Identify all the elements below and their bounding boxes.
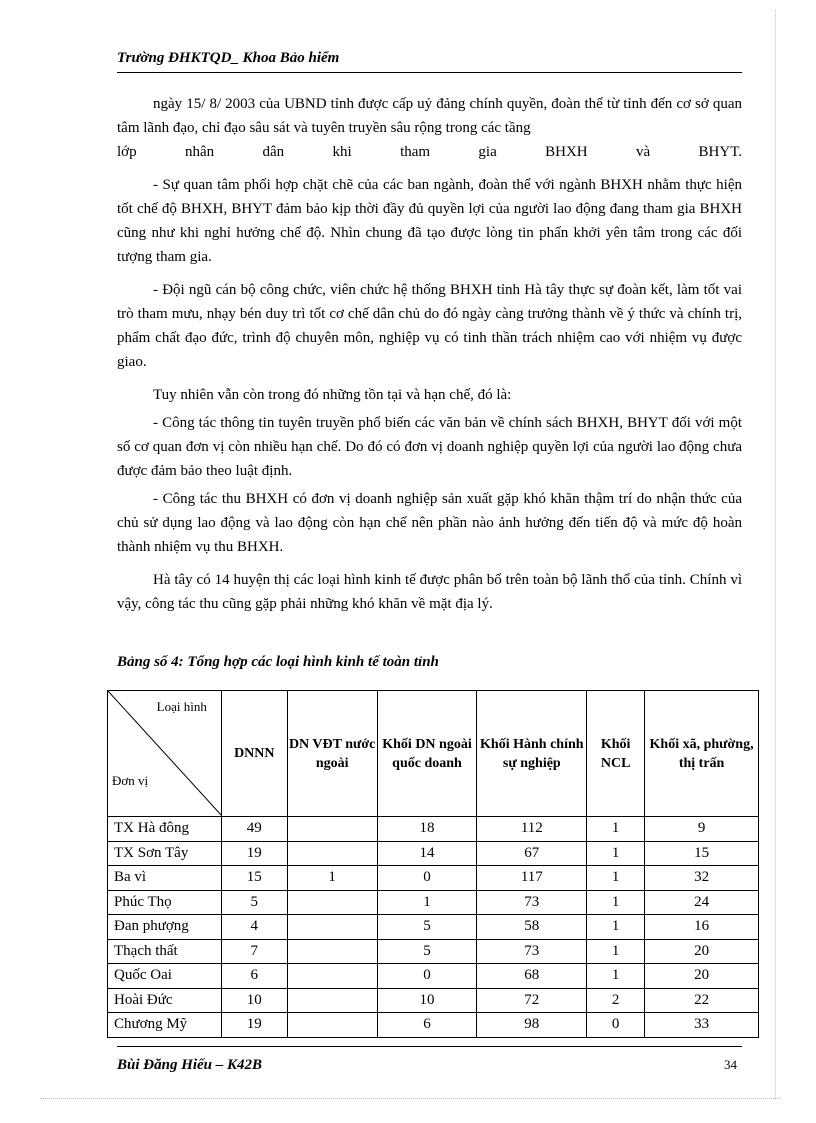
column-header: Khối NCL [587, 691, 645, 817]
table-cell: 1 [377, 890, 477, 915]
column-header: DN VĐT nước ngoài [287, 691, 377, 817]
table-cell: 22 [645, 988, 759, 1013]
table-cell: 6 [221, 964, 287, 989]
paragraph-1: ngày 15/ 8/ 2003 của UBND tỉnh được cấp uỷ đảng chính quyền, đoàn thể từ tỉnh đến cơ sở quan tâm lãnh đạo, chỉ đạo sâu sát và tuyên truyền sâu rộng trong các tầng [117, 96, 742, 136]
row-unit-name: Quốc Oai [108, 964, 222, 989]
table-cell: 67 [477, 841, 587, 866]
table-cell: 10 [221, 988, 287, 1013]
table-row [108, 964, 759, 989]
table-cell: 1 [587, 964, 645, 989]
table-cell: 32 [645, 866, 759, 891]
table-row [108, 988, 759, 1013]
page-edge-right [775, 10, 776, 1100]
table-row [108, 915, 759, 940]
table-cell: 14 [377, 841, 477, 866]
row-unit-name: TX Hà đông [108, 817, 222, 842]
table-cell: 1 [287, 866, 377, 891]
table-cell [287, 939, 377, 964]
table-cell: 112 [477, 817, 587, 842]
table-cell: 24 [645, 890, 759, 915]
row-unit-name: Hoài Đức [108, 988, 222, 1013]
table-cell: 15 [645, 841, 759, 866]
table-cell: 20 [645, 964, 759, 989]
table-cell: 1 [587, 939, 645, 964]
column-header: Khối DN ngoài quốc doanh [377, 691, 477, 817]
corner-label-unit: Đơn vị [112, 773, 149, 788]
page-number: 34 [724, 1057, 737, 1072]
table-corner-cell [108, 691, 222, 817]
table-cell: 49 [221, 817, 287, 842]
table-cell: 33 [645, 1013, 759, 1038]
table-cell: 19 [221, 841, 287, 866]
table-row [108, 890, 759, 915]
table-cell: 5 [377, 915, 477, 940]
body-text [117, 92, 742, 625]
table-cell [287, 964, 377, 989]
table-cell: 16 [645, 915, 759, 940]
row-unit-name: Đan phượng [108, 915, 222, 940]
table-cell: 7 [221, 939, 287, 964]
table-cell: 1 [587, 817, 645, 842]
table-cell: 0 [377, 866, 477, 891]
table-cell: 18 [377, 817, 477, 842]
table-cell: 5 [377, 939, 477, 964]
column-header: Khối xã, phường, thị trấn [645, 691, 759, 817]
table-cell: 117 [477, 866, 587, 891]
table-cell: 98 [477, 1013, 587, 1038]
table-cell: 4 [221, 915, 287, 940]
paragraph-7: Hà tây có 14 huyện thị các loại hình kinh tế được phân bổ trên toàn bộ lãnh thổ của tỉnh. Chính vì vậy, công tác thu cũng gặp phải những khó khăn về mặt địa lý. [117, 572, 742, 612]
economic-types-table [107, 690, 759, 1038]
table-cell: 0 [587, 1013, 645, 1038]
table-row [108, 1013, 759, 1038]
table-cell: 5 [221, 890, 287, 915]
table-cell: 72 [477, 988, 587, 1013]
row-unit-name: Chương Mỹ [108, 1013, 222, 1038]
table-cell: 19 [221, 1013, 287, 1038]
table-cell: 1 [587, 890, 645, 915]
table-cell: 1 [587, 866, 645, 891]
table-cell [287, 988, 377, 1013]
table-cell: 2 [587, 988, 645, 1013]
table-cell: 10 [377, 988, 477, 1013]
table-row [108, 866, 759, 891]
table-cell: 1 [587, 841, 645, 866]
table-cell: 0 [377, 964, 477, 989]
footer-author: Bùi Đăng Hiếu – K42B [117, 1057, 263, 1073]
paragraph-3: - Đội ngũ cán bộ công chức, viên chức hệ thống BHXH tỉnh Hà tây thực sự đoàn kết, làm tốt vai trò tham mưu, nhạy bén duy trì tốt cơ chế dân chủ do đó ngày càng trưởng thành về ý thức và chính trị, phẩm chất đạo đức, trình độ chuyên môn, nghiệp vụ có tinh thần trách nhiệm cao với nhiệm vụ được giao. [117, 282, 742, 370]
row-unit-name: Thạch thất [108, 939, 222, 964]
table-cell: 58 [477, 915, 587, 940]
table-cell: 73 [477, 939, 587, 964]
table-cell: 9 [645, 817, 759, 842]
table-cell: 68 [477, 964, 587, 989]
corner-label-type: Loại hình [156, 699, 207, 714]
table-caption: Bảng số 4: Tổng hợp các loại hình kinh tế toàn tỉnh [117, 654, 439, 670]
paragraph-2: - Sự quan tâm phối hợp chặt chẽ của các ban ngành, đoàn thể với ngành BHXH nhằm thực hiện tốt chế độ BHXH, BHYT đảm bảo kịp thời đầy đủ quyền lợi của người lao động đang tham gia BHXH cũng như khi nghỉ hưởng chế độ. Nhìn chung đã tạo được lòng tin phấn khởi yên tâm trong các đối tượng tham gia. [117, 177, 742, 265]
table-cell: 1 [587, 915, 645, 940]
table-cell: 15 [221, 866, 287, 891]
table-cell [287, 841, 377, 866]
row-unit-name: Phúc Thọ [108, 890, 222, 915]
page-header: Trường ĐHKTQD_ Khoa Bảo hiểm [117, 50, 340, 66]
table-cell: 20 [645, 939, 759, 964]
table-cell [287, 890, 377, 915]
row-unit-name: Ba vì [108, 866, 222, 891]
paragraph-5: - Công tác thông tin tuyên truyền phổ biến các văn bản về chính sách BHXH, BHYT đối với một số cơ quan đơn vị còn nhiều hạn chế. Do đó có đơn vị doanh nghiệp quyền lợi của người lao động chưa được đảm bảo theo luật định. [117, 415, 742, 479]
table-cell [287, 817, 377, 842]
table-header-row [108, 691, 759, 817]
table-row [108, 817, 759, 842]
paragraph-1-last-line: lớp nhân dân khi tham gia BHXH và BHYT. [117, 144, 742, 160]
footer-divider [117, 1046, 742, 1047]
column-header: DNNN [221, 691, 287, 817]
row-unit-name: TX Sơn Tây [108, 841, 222, 866]
table-cell: 73 [477, 890, 587, 915]
table-cell: 6 [377, 1013, 477, 1038]
table-cell [287, 1013, 377, 1038]
column-header: Khối Hành chính sự nghiệp [477, 691, 587, 817]
table-row [108, 841, 759, 866]
paragraph-6: - Công tác thu BHXH có đơn vị doanh nghiệp sản xuất gặp khó khăn thậm trí do nhận thức của chủ sử dụng lao động và lao động còn hạn chế nên phần nào ảnh hưởng đến tiến độ và mức độ hoàn thành nhiệm vụ thu BHXH. [117, 491, 742, 555]
page-edge-bottom [40, 1098, 780, 1099]
table-row [108, 939, 759, 964]
header-divider [117, 72, 742, 73]
paragraph-4: Tuy nhiên vẫn còn trong đó những tồn tại và hạn chế, đó là: [153, 387, 512, 403]
table-cell [287, 915, 377, 940]
